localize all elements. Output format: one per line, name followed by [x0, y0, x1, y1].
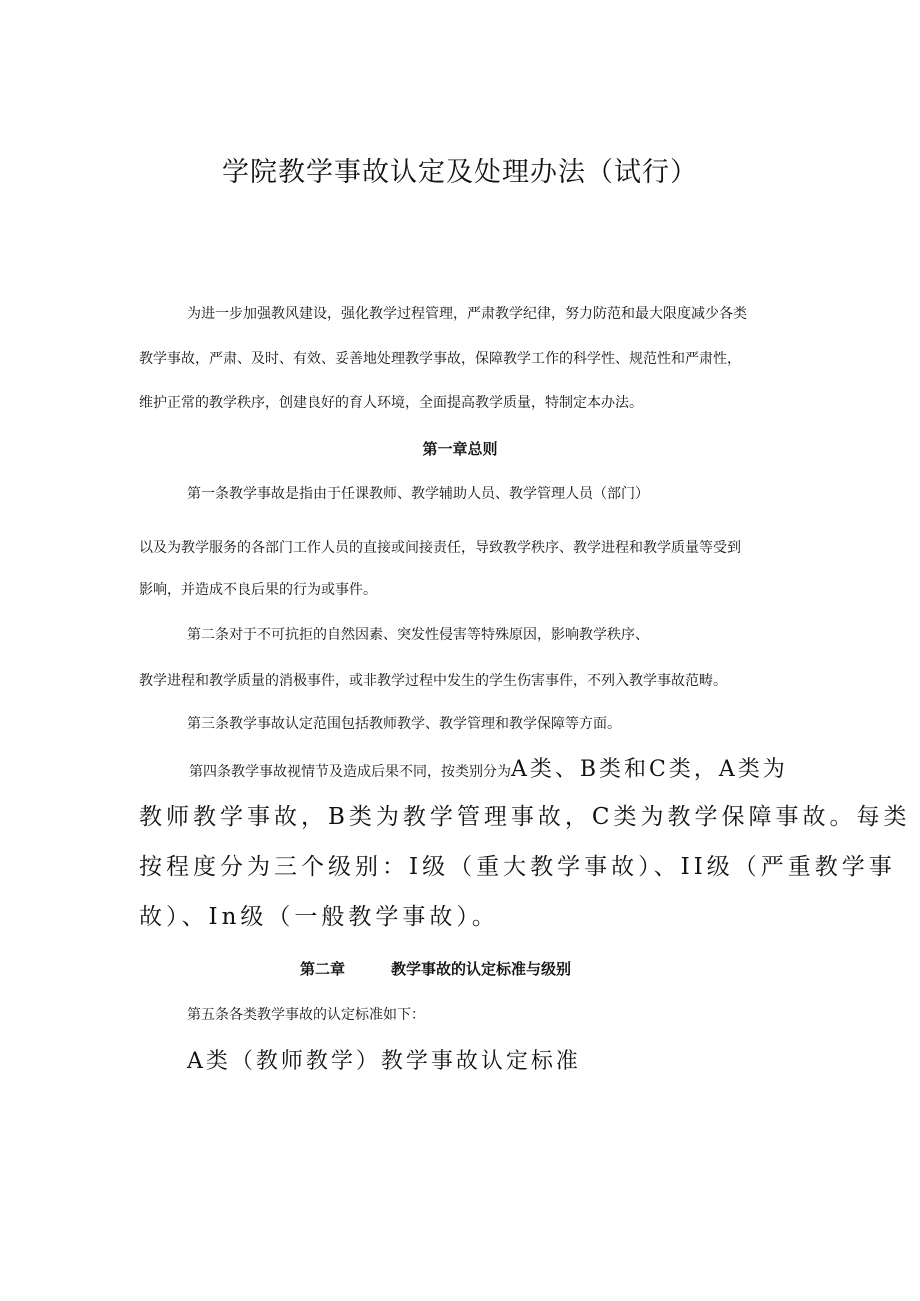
article-4-line-3: 按程度分为三个级别：I级（重大教学事故）、II级（严重教学事: [139, 854, 896, 880]
chapter-1-heading: 第一章总则: [422, 440, 498, 458]
article-1-line-1: 第一条教学事故是指由于任课教师、教学辅助人员、教学管理人员（部门）: [187, 486, 649, 502]
article-4-line-4: 故）、In级（一般教学事故）。: [139, 904, 499, 930]
intro-line-1: 为进一步加强教风建设，强化教学过程管理，严肃教学纪律，努力防范和最大限度减少各类: [187, 306, 747, 322]
article-3: 第三条教学事故认定范围包括教师教学、教学管理和教学保障等方面。: [187, 716, 621, 732]
intro-line-3: 维护正常的教学秩序，创建良好的育人环境，全面提高教学质量，特制定本办法。: [139, 395, 643, 411]
chapter-2-title: 教学事故的认定标准与级别: [391, 960, 572, 978]
article-2-line-2: 教学进程和教学质量的消极事件，或非教学过程中发生的学生伤害事件，不列入教学事故范畴。: [139, 673, 727, 689]
article-1-line-3: 影响，并造成不良后果的行为或事件。: [139, 582, 377, 598]
article-5: 第五条各类教学事故的认定标准如下：: [187, 1007, 425, 1023]
article-4-line-1-large: A类、B类和C类，A类为: [511, 757, 788, 782]
chapter-2-heading: [300, 958, 571, 979]
article-4-line-1: [189, 752, 813, 783]
article-4-line-2: 教师教学事故，B类为教学管理事故，C类为教学保障事故。每类: [139, 804, 911, 830]
category-a-subheading: A类（教师教学）教学事故认定标准: [187, 1049, 581, 1074]
intro-line-2: 教学事故，严肃、及时、有效、妥善地处理教学事故，保障教学工作的科学性、规范性和严肃性，: [139, 351, 741, 367]
chapter-2-number: 第二章: [300, 960, 346, 978]
article-1-line-2: 以及为教学服务的各部门工作人员的直接或间接责任，导致教学秩序、教学进程和教学质量等受到: [139, 540, 741, 556]
article-2-line-1: 第二条对于不可抗拒的自然因素、突发性侵害等特殊原因，影响教学秩序、: [187, 627, 649, 643]
article-4-line-1-small: 第四条教学事故视情节及造成后果不同，按类别分为: [189, 764, 511, 780]
document-title: 学院教学事故认定及处理办法（试行）: [222, 157, 698, 188]
